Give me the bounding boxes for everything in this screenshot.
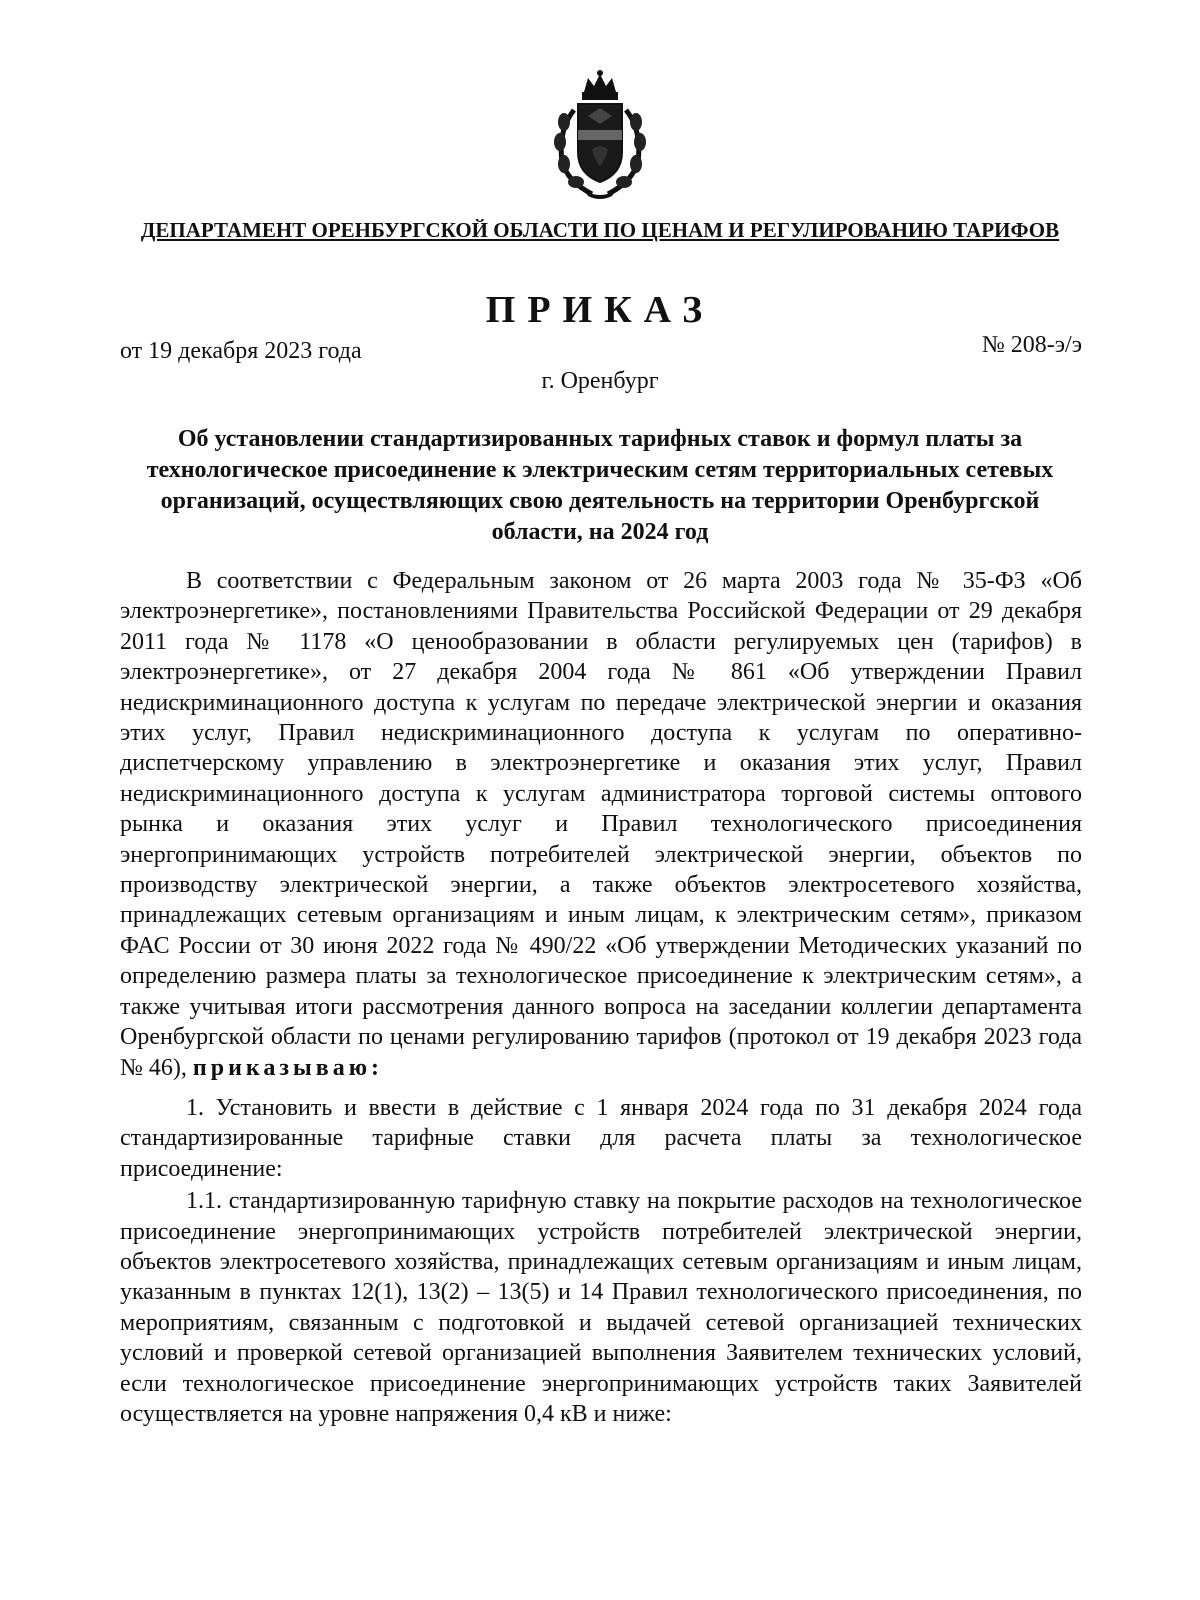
department-name: ДЕПАРТАМЕНТ ОРЕНБУРГСКОЙ ОБЛАСТИ ПО ЦЕНАМ И РЕГУЛИРОВАНИЮ ТАРИФОВ bbox=[140, 218, 1060, 242]
order-number: № 208-э/э bbox=[981, 332, 1082, 358]
order-subject: Об установлении стандартизированных тарифных ставок и формул платы за технологическое присоединение к электрическим сетям территориальных сетевых организаций, осуществляющих свою деятельность на территории Оренбургской области, на 2024 год bbox=[146, 426, 1054, 545]
preamble-paragraph bbox=[120, 566, 1082, 1083]
order-city: г. Оренбург bbox=[541, 368, 659, 394]
document-type-title: ПРИКАЗ bbox=[485, 289, 715, 331]
item-1-1-paragraph: 1.1. стандартизированную тарифную ставку на покрытие расходов на технологическое присоединение энергопринимающих устройств потребителей электрической энергии, объектов электросетевого хозяйства, принадлежащих сетевым организациям и иным лицам, указанным в пунктах 12(1), 13(2) – 13(5) и 14 Правил технологического присоединения, по мероприятиям, связанным с подготовкой и выдачей сетевой организацией технических условий и проверкой сетевой организацией выполнения Заявителем технических условий, если технологическое присоединение энергопринимающих устройств таких Заявителей осуществляется на уровне напряжения 0,4 кВ и ниже: bbox=[120, 1188, 1082, 1427]
order-date: от 19 декабря 2023 года bbox=[120, 338, 362, 364]
order-word: приказываю: bbox=[192, 1054, 384, 1081]
item-1-paragraph: 1. Установить и ввести в действие с 1 января 2024 года по 31 декабря 2024 года стандартизированные тарифные ставки для расчета платы за технологическое присоединение: bbox=[120, 1094, 1082, 1182]
coat-of-arms-emblem bbox=[548, 70, 652, 200]
order-body bbox=[120, 566, 1082, 1429]
preamble-text: В соответствии с Федеральным законом от 26 марта 2003 года № 35-ФЗ «Об электроэнергетике», постановлениями Правительства Российской Федерации от 29 декабря 2011 года № 1178 «О ценообразовании в области регулируемых цен (тарифов) в электроэнергетике», от 27 декабря 2004 года № 861 «Об утверждении Правил недискриминационного доступа к услугам по передаче электрической энергии и оказания этих услуг, Правил недискриминационного доступа к услугам по оперативно-диспетчерскому управлению в электроэнергетике и оказания этих услуг, Правил недискриминационного доступа к услугам администратора торговой системы оптового рынка и оказания этих услуг и Правил технологического присоединения энергопринимающих устройств потребителей электрической энергии, объектов по производству электрической энергии, а также объектов электросетевого хозяйства, принадлежащих сетевым организациям и иным лицам, к электрическим сетям», приказом ФАС России от 30 июня 2022 года № 490/22 «Об утверждении Методических указаний по определению размера платы за технологическое присоединение к электрическим сетям», а также учитывая итоги рассмотрения данного вопроса на заседании коллегии департамента Оренбургской области по ценами регулированию тарифов (протокол от 19 декабря 2023 года № 46), bbox=[120, 568, 1082, 1081]
